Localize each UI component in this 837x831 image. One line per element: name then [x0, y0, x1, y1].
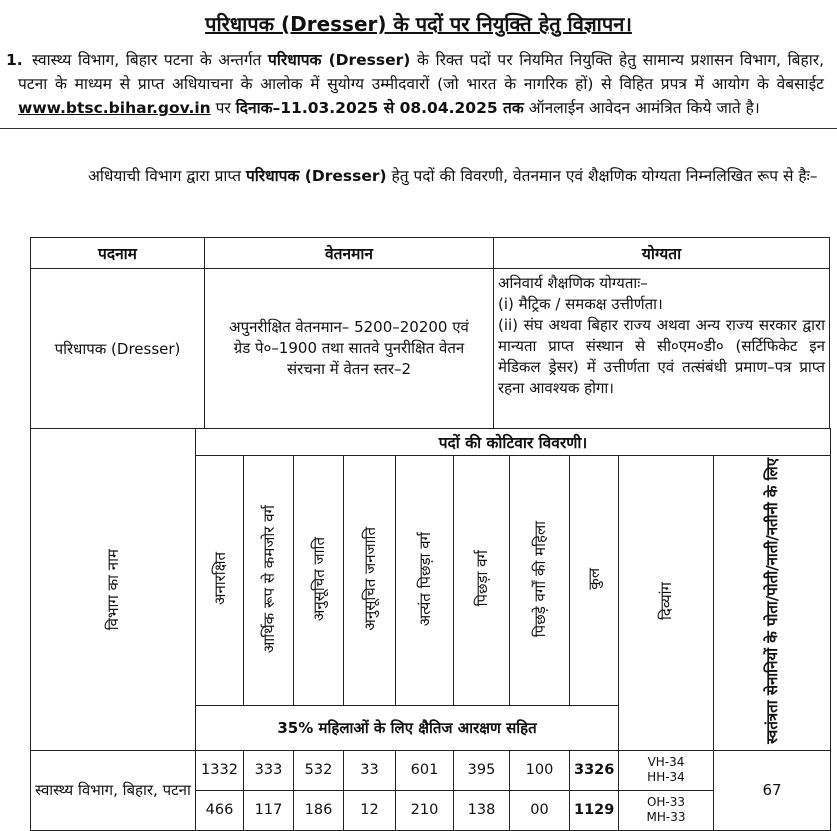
cell: 333: [244, 750, 294, 790]
cell: 210: [396, 790, 454, 830]
col-freedom-fighter: स्वतंत्रता सेनानियों के पोता/पोती/नाती/नतीनी के लिए: [714, 456, 831, 751]
post-details-table: [30, 237, 830, 429]
cell: 601: [396, 750, 454, 790]
col-divyang: दिव्यांग: [619, 456, 714, 751]
cell-total: 3326: [570, 750, 619, 790]
cell: 100: [510, 750, 570, 790]
cell: 186: [294, 790, 344, 830]
cell: 466: [196, 790, 244, 830]
cell: 532: [294, 750, 344, 790]
header-pay: वेतनमान: [205, 238, 494, 269]
dept-name: स्वास्थ्य विभाग, बिहार, पटना: [31, 750, 196, 830]
col-total: कुल: [570, 456, 619, 706]
women-note: 35% महिलाओं के लिए क्षैतिज आरक्षण सहित: [196, 706, 619, 751]
website-link[interactable]: www.btsc.bihar.gov.in: [18, 99, 211, 117]
cell: 117: [244, 790, 294, 830]
para-number: 1.: [6, 51, 23, 69]
freedom-fighter-count: 67: [714, 750, 831, 830]
pay-scale: अपुनरीक्षित वेतनमान– 5200–20200 एवं ग्रेड पे०–1900 तथा सातवे पुनरीक्षित वेतन संरचना में वेतन स्तर–2: [205, 269, 494, 429]
post-name: परिधापक (Dresser): [31, 269, 205, 429]
paragraph-2: अधियाची विभाग द्वारा प्राप्त परिधापक (Dresser) हेतु पदों की विवरणी, वेतनमान एवं शैक्षणिक योग्यता निम्नलिखित रूप से हैः–: [88, 167, 818, 185]
page-title: परिधापक (Dresser) के पदों पर नियुक्ति हेतु विज्ञापन।: [205, 12, 632, 36]
dept-header: विभाग का नाम: [31, 429, 196, 751]
divider: [0, 128, 837, 129]
paragraph-1: 1. स्वास्थ्य विभाग, बिहार पटना के अन्तर्गत परिधापक (Dresser) के रिक्त पदों पर नियमित नियुक्ति हेतु सामान्य प्रशासन विभाग, बिहार, पटना के माध्यम से प्राप्त अधियाचना के आलोक में सुयोग्य उम्मीदवारों (जो भारत के नागरिक हों) से विहित प्रपत्र में आयोग के वेबसाईट www.btsc.bihar.gov.in पर दिनाक–11.03.2025 से 08.04.2025 तक ऑनलाईन आवेदन आमंत्रित किये जाते है।: [18, 48, 824, 120]
col-unreserved: अनारक्षित: [196, 456, 244, 706]
qualification: अनिवार्य शैक्षणिक योग्यताः– (i) मैट्रिक / समकक्ष उत्तीर्णता। (ii) संघ अथवा बिहार राज्य अथवा अन्य राज्य सरकार द्वारा मान्यता प्राप्त संस्थान से सी०एम०डी० (सर्टिफिकेट इन मेडिकल ड्रेसर) में उत्तीर्णता एवं तत्संबंधी प्रमाण–पत्र प्राप्त रहना आवश्यक होगा।: [494, 269, 830, 429]
col-bc: पिछड़ा वर्ग: [454, 456, 510, 706]
col-st: अनुसूचित जनजाति: [344, 456, 396, 706]
col-bc-women: पिछड़े वर्गों की महिला: [510, 456, 570, 706]
category-table: [30, 428, 831, 831]
header-qualification: योग्यता: [494, 238, 830, 269]
header-post: पदनाम: [31, 238, 205, 269]
cell: 00: [510, 790, 570, 830]
cell: 138: [454, 790, 510, 830]
divyang-cell-1: VH-34 HH-34: [619, 750, 714, 790]
cell: 12: [344, 790, 396, 830]
divyang-cell-2: OH-33 MH-33: [619, 790, 714, 830]
category-header: पदों की कोटिवार विवरणी।: [196, 429, 831, 456]
cell-total: 1129: [570, 790, 619, 830]
col-ebc: अत्यंत पिछड़ा वर्ग: [396, 456, 454, 706]
cell: 1332: [196, 750, 244, 790]
cell: 395: [454, 750, 510, 790]
cell: 33: [344, 750, 396, 790]
col-ews: आर्थिक रूप से कमजोर वर्ग: [244, 456, 294, 706]
col-sc: अनुसूचित जाति: [294, 456, 344, 706]
